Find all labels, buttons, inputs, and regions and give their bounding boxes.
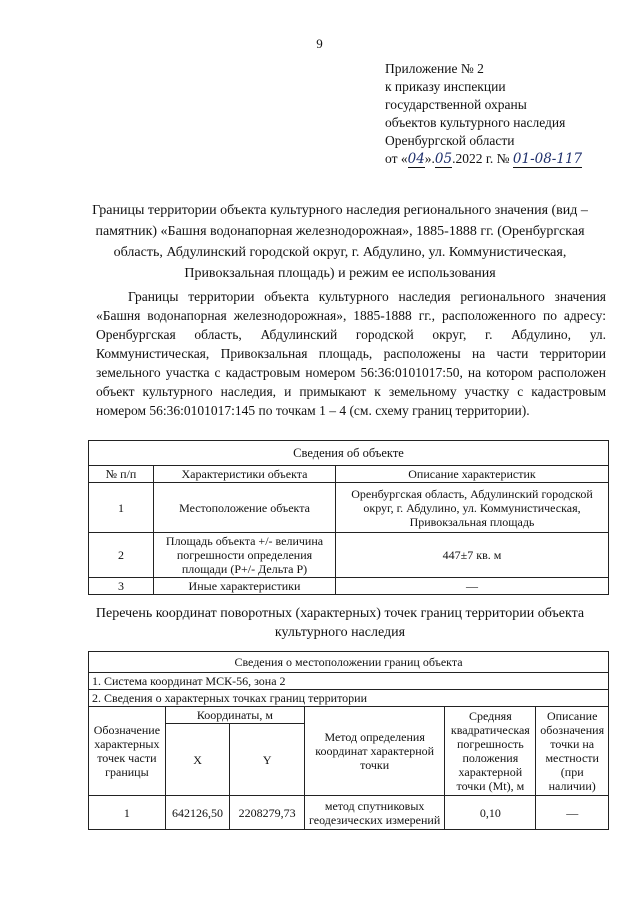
point-description: — (536, 796, 609, 830)
row-name: Местоположение объекта (154, 483, 336, 533)
header-method: Метод определения координат характерной точки (305, 707, 445, 796)
header-y: Y (230, 724, 305, 796)
document-title: Границы территории объекта культурного наследия регионального значения (вид – памятник) «Башня водонапорная железнодорожная», 1885-1888 гг. (Оренбургская область, Абдулинский городской округ, г. Абдулино, ул. Коммунистическая, Привокзальная площадь) и режим ее использования (92, 203, 588, 281)
row-value: — (336, 578, 609, 595)
appendix-block (385, 60, 582, 168)
row-value: Оренбургская область, Абдулинский городской округ, г. Абдулино, ул. Коммунистическая, Привокзальная площадь (336, 483, 609, 533)
header-designation: Обозначение характерных точек части границы (89, 707, 166, 796)
appendix-line: Приложение № 2 (385, 61, 484, 76)
coords-table-caption: Сведения о местоположении границ объекта (89, 652, 609, 673)
row-num: 1 (89, 483, 154, 533)
row-name: Иные характеристики (154, 578, 336, 595)
header-point-description: Описание обозначения точки на местности (при наличии) (536, 707, 609, 796)
header-error: Средняя квадратическая погрешность положения характерной точки (Mt), м (445, 707, 536, 796)
points-heading: 2. Сведения о характерных точках границ территории (89, 690, 609, 707)
object-info-table (88, 440, 609, 595)
handwritten-day: 04 (407, 151, 425, 167)
object-table-caption: Сведения об объекте (89, 441, 609, 466)
header-coordinates: Координаты, м (165, 707, 304, 724)
point-x: 642126,50 (165, 796, 230, 830)
header-characteristic: Характеристики объекта (154, 466, 336, 483)
description-paragraph: Границы территории объекта культурного наследия регионального значения «Башня водонапорная железнодорожная», 1885-1888 гг., расположенного по адресу: Оренбургская область, Абдулинский городской округ, г. Абдулино, ул. Коммунистическая, Привокзальная площадь, расположены на части территории земельного участка с кадастровым номером 56:36:0101017:50, на котором расположен объект культурного наследия, и примыкают к земельному участку с кадастровым номером 56:36:0101017:145 по точкам 1 – 4 (см. схему границ территории). (96, 289, 606, 418)
appendix-line: государственной охраны (385, 97, 527, 112)
point-method: метод спутниковых геодезических измерений (305, 796, 445, 830)
point-id: 1 (89, 796, 166, 830)
handwritten-month: 05 (434, 151, 453, 167)
row-num: 3 (89, 578, 154, 595)
point-y: 2208279,73 (230, 796, 305, 830)
appendix-line: объектов культурного наследия (385, 115, 566, 130)
page-number: 9 (316, 36, 323, 51)
date-mid: ». (424, 151, 435, 166)
row-name: Площадь объекта +/- величина погрешности определения площади (P+/- Дельта P) (154, 533, 336, 578)
header-x: X (165, 724, 230, 796)
row-value: 447±7 кв. м (336, 533, 609, 578)
coordinates-subtitle: Перечень координат поворотных (характерных) точек границ территории объекта культурного наследия (95, 606, 585, 640)
coordinate-system: 1. Система координат МСК-56, зона 2 (89, 673, 609, 690)
row-num: 2 (89, 533, 154, 578)
appendix-date-line (385, 150, 582, 168)
appendix-line: Оренбургской области (385, 133, 515, 148)
header-num: № п/п (89, 466, 154, 483)
header-description: Описание характеристик (336, 466, 609, 483)
appendix-line: к приказу инспекции (385, 79, 506, 94)
date-year: .2022 г. № (452, 151, 510, 166)
point-error: 0,10 (445, 796, 536, 830)
handwritten-order-number: 01-08-117 (512, 151, 583, 167)
coordinates-table (88, 651, 609, 830)
date-prefix: от « (385, 151, 408, 166)
